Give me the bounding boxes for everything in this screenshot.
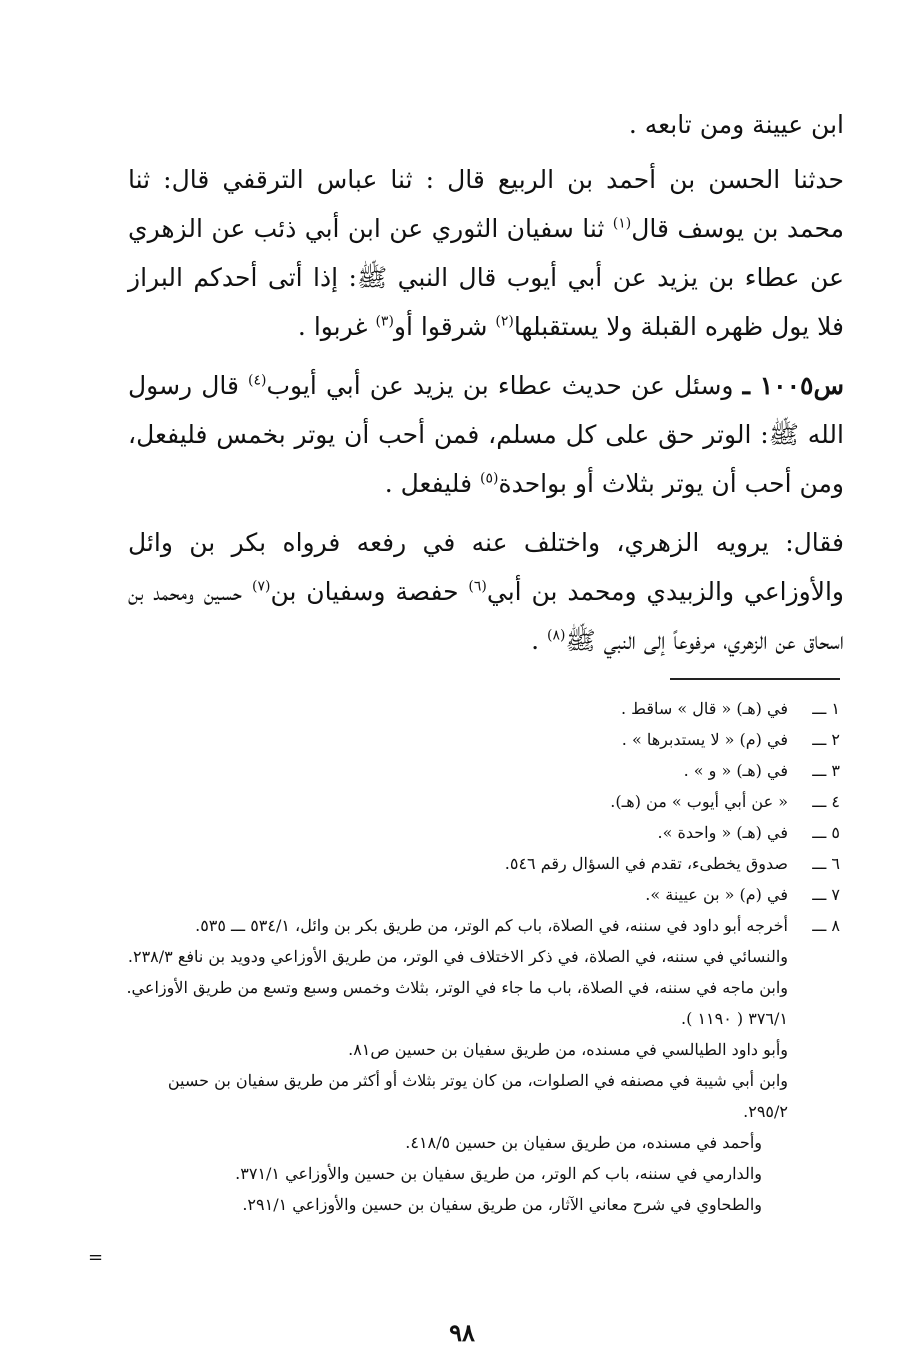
footnote-2 (118, 724, 840, 755)
footnote-text: في (م) « لا يستدبرها » . (621, 730, 788, 749)
footnote-ref-5[interactable]: (٥) (480, 470, 499, 487)
footnote-text: في (هـ) « واحدة ». (657, 823, 788, 842)
footnote-text: أخرجه أبو داود في سننه، في الصلاة، باب كم الوتر، من طريق بكر بن وائل، ٥٣٤/١ ـــ ٥٣٥. (195, 916, 788, 935)
footnote-ref-1[interactable]: (١) (612, 215, 632, 232)
footnote-3 (118, 755, 840, 786)
footnote-5 (118, 817, 840, 848)
question-number: س١٠٠٥ ـ (742, 371, 844, 400)
footnotes (118, 693, 840, 1220)
footnote-number: ٧ ـــ (812, 885, 840, 904)
footnote-ref-7[interactable]: (٧) (251, 578, 271, 595)
footnote-number: ٨ ـــ (812, 916, 840, 935)
footnote-7 (118, 879, 840, 910)
paragraph-4-text-b: حفصة وسفيان بن (270, 577, 469, 606)
footnote-text: صدوق يخطىء، تقدم في السؤال رقم ٥٤٦. (504, 854, 788, 873)
footnote-8 (118, 910, 840, 941)
footnote-number: ١ ـــ (812, 699, 840, 718)
footnote-1 (118, 693, 840, 724)
footnote-8-continued: والدارمي في سننه، باب كم الوتر، من طريق سفيان بن حسين والأوزاعي ٣٧١/١. (235, 1164, 762, 1183)
footnote-text: في (م) « بن عيينة ». (645, 885, 788, 904)
paragraph-4 (128, 518, 844, 665)
footnote-text: في (هـ) « قال » ساقط . (620, 699, 788, 718)
footnote-number: ٦ ـــ (812, 854, 840, 873)
paragraph-3-text-a: وسئل عن حديث عطاء بن يزيد عن أبي أيوب (266, 371, 743, 400)
footnote-text: في (هـ) « و » . (683, 761, 788, 780)
footnote-separator (670, 678, 840, 680)
paragraph-2 (128, 155, 844, 351)
footnote-4 (118, 786, 840, 817)
footnote-8-continued: وأبو داود الطيالسي في مسنده، من طريق سفيان بن حسين ص٨١. (348, 1040, 788, 1059)
paragraph-1-text: ابن عيينة ومن تابعه . (628, 110, 844, 139)
footnote-8-continued: وابن ماجه في سننه، في الصلاة، باب ما جاء في الوتر، بثلاث وخمس وسبع وتسع من طريق الأوزاعي. ٣٧٦/١ ( ١١٩٠ ). (126, 978, 788, 1028)
footnote-ref-3[interactable]: (٣) (375, 313, 394, 330)
paragraph-2-text-c: شرقوا أو (393, 312, 496, 341)
page-number: ٩٨ (449, 1318, 475, 1347)
paragraph-2-text-b: ثنا سفيان الثوري عن ابن أبي ذئب عن الزهري عن عطاء بن يزيد عن أبي أيوب قال النبي ﷺ: إذا أتى أحدكم البراز فلا يول ظهره القبلة ولا يستقبلها (128, 214, 844, 341)
footnote-ref-8[interactable]: (٨) (546, 627, 566, 644)
paragraph-3-text-c: فليفعل . (384, 469, 480, 498)
footnote-8-continued: والطحاوي في شرح معاني الآثار، من طريق سفيان بن حسين والأوزاعي ٢٩١/١. (242, 1195, 762, 1214)
footnote-number: ٢ ـــ (812, 730, 840, 749)
margin-mark: = (88, 1247, 104, 1268)
footnote-6 (118, 848, 840, 879)
footnote-8-continued: وأحمد في مسنده، من طريق سفيان بن حسين ٤١٨/٥. (405, 1133, 762, 1152)
footnote-ref-4[interactable]: (٤) (248, 372, 267, 389)
footnote-number: ٥ ـــ (812, 823, 840, 842)
paragraph-1 (128, 100, 844, 149)
footnote-number: ٤ ـــ (812, 792, 840, 811)
paragraph-4-text-a: فقال: يرويه الزهري، واختلف عنه في رفعه فرواه بكر بن وائل والأوزاعي والزبيدي ومحمد بن أبي (128, 528, 845, 606)
paragraph-3 (128, 361, 844, 508)
main-text (128, 100, 844, 675)
paragraph-2-text-a: حدثنا الحسن بن أحمد بن الربيع قال : ثنا عباس الترقفي قال: ثنا محمد بن يوسف قال (128, 165, 844, 243)
footnote-8-continued: وابن أبي شيبة في مصنفه في الصلوات، من كان يوتر بثلاث أو أكثر من طريق سفيان بن حسين ٢٩٥/٢. (167, 1071, 788, 1121)
paragraph-4-text-d: . (531, 626, 547, 655)
footnote-text: « عن أبي أيوب » من (هـ). (610, 792, 788, 811)
paragraph-2-text-d: غربوا . (297, 312, 376, 341)
paragraph-4-text-c: حسين ومحمد بن اسحاق عن الزهري، مرفوعاً إلى النبي ﷺ (128, 577, 844, 655)
footnote-ref-6[interactable]: (٦) (468, 578, 487, 595)
footnote-number: ٣ ـــ (812, 761, 840, 780)
footnote-8-continued: والنسائي في سننه، في الصلاة، في ذكر الاختلاف في الوتر، من طريق الأوزاعي ودويد بن نافع ٢٣٨/٣. (127, 947, 788, 966)
footnote-ref-2[interactable]: (٢) (495, 313, 514, 330)
paragraph-3-text-b: قال رسول الله ﷺ: الوتر حق على كل مسلم، فمن أحب أن يوتر بخمس فليفعل، ومن أحب أن يوتر بثلاث أو بواحدة (128, 371, 844, 498)
